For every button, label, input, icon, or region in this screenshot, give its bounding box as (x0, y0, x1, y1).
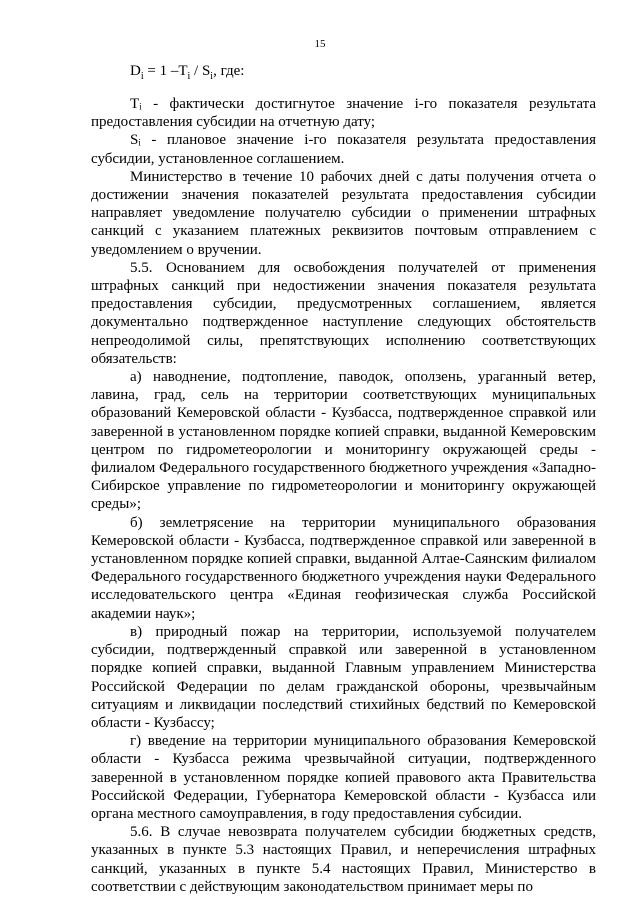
formula-sub-2: i (187, 71, 191, 82)
formula-d: D (130, 63, 141, 79)
formula-div: / S (190, 63, 211, 79)
paragraph-5-5: 5.5. Основанием для освобождения получателей от применения штрафных санкций при недостижении значения показателя результата предоставления субсидии, предусмотренных соглашением, является документально подтвержденное наступление следующих обстоятельств непреодолимой силы, препятствующих исполнению соответствующих обязательств: (91, 259, 596, 367)
formula (130, 62, 244, 80)
formula-sub-1: i (140, 71, 144, 82)
paragraph-notification: Министерство в течение 10 рабочих дней с даты получения отчета о достижении значения показателей результата предоставления субсидии направляет уведомление получателю субсидии о применении штрафных санкций с указанием платежных реквизитов почтовым отправлением с уведомлением о вручении. (91, 168, 596, 258)
formula-mid: = 1 –T (143, 63, 188, 79)
body-text (91, 95, 596, 896)
paragraph-item-g: г) введение на территории муниципального образования Кемеровской области - Кузбасса режима чрезвычайной ситуации, подтвержденного заверенной в установленном порядке копией правового акта Правительства Российской Федерации, Губернатора Кемеровской области - Кузбасса или органа местного самоуправления, в году предоставления субсидии. (91, 733, 596, 822)
formula-sub-3: i (210, 71, 214, 82)
paragraph-ti-definition: Tᵢ - фактически достигнутое значение i-го показателя результата предоставления субсидии на отчетную дату; (91, 96, 596, 131)
paragraph-item-a: а) наводнение, подтопление, паводок, оползень, ураганный ветер, лавина, град, сель на территории соответствующих муниципальных образований Кемеровской области - Кузбасса, подтвержденное справкой или заверенной в установленном порядке копией справки, выданной Кемеровским центром по гидрометеорологии и мониторингу окружающей среды - филиалом Федерального государственного бюджетного учреждения «Западно-Сибирское управление по гидрометеорологии и мониторингу окружающей среды»; (91, 369, 596, 513)
paragraph-item-b: б) землетрясение на территории муниципального образования Кемеровской области - Кузбасса, подтвержденное справкой или заверенной в установленном порядке копией справки, выданной Алтае-Саянским филиалом Федерального государственного бюджетного учреждения науки Федерального исследовательского центра «Единая геофизическая служба Российской академии наук»; (91, 514, 596, 622)
paragraph-si-definition: Sᵢ - плановое значение i-го показателя результата предоставления субсидии, установленное соглашением. (91, 132, 596, 167)
paragraph-item-v: в) природный пожар на территории, используемой получателем субсидии, подтвержденный справкой или заверенной в установленном порядке копией справки, выданной Главным управлением Министерства Российской Федерации по делам гражданской обороны, чрезвычайным ситуациям и ликвидации последствий стихийных бедствий по Кемеровской области - Кузбассу; (91, 623, 596, 731)
paragraph-5-6: 5.6. В случае невозврата получателем субсидии бюджетных средств, указанных в пункте 5.3 настоящих Правил, и неперечисления штрафных санкций, указанных в пункте 5.4 настоящих Правил, Министерство в соответствии с действующим законодательством принимает меры по (91, 824, 596, 895)
formula-tail: , где: (213, 63, 245, 79)
page-number: 15 (314, 38, 326, 50)
